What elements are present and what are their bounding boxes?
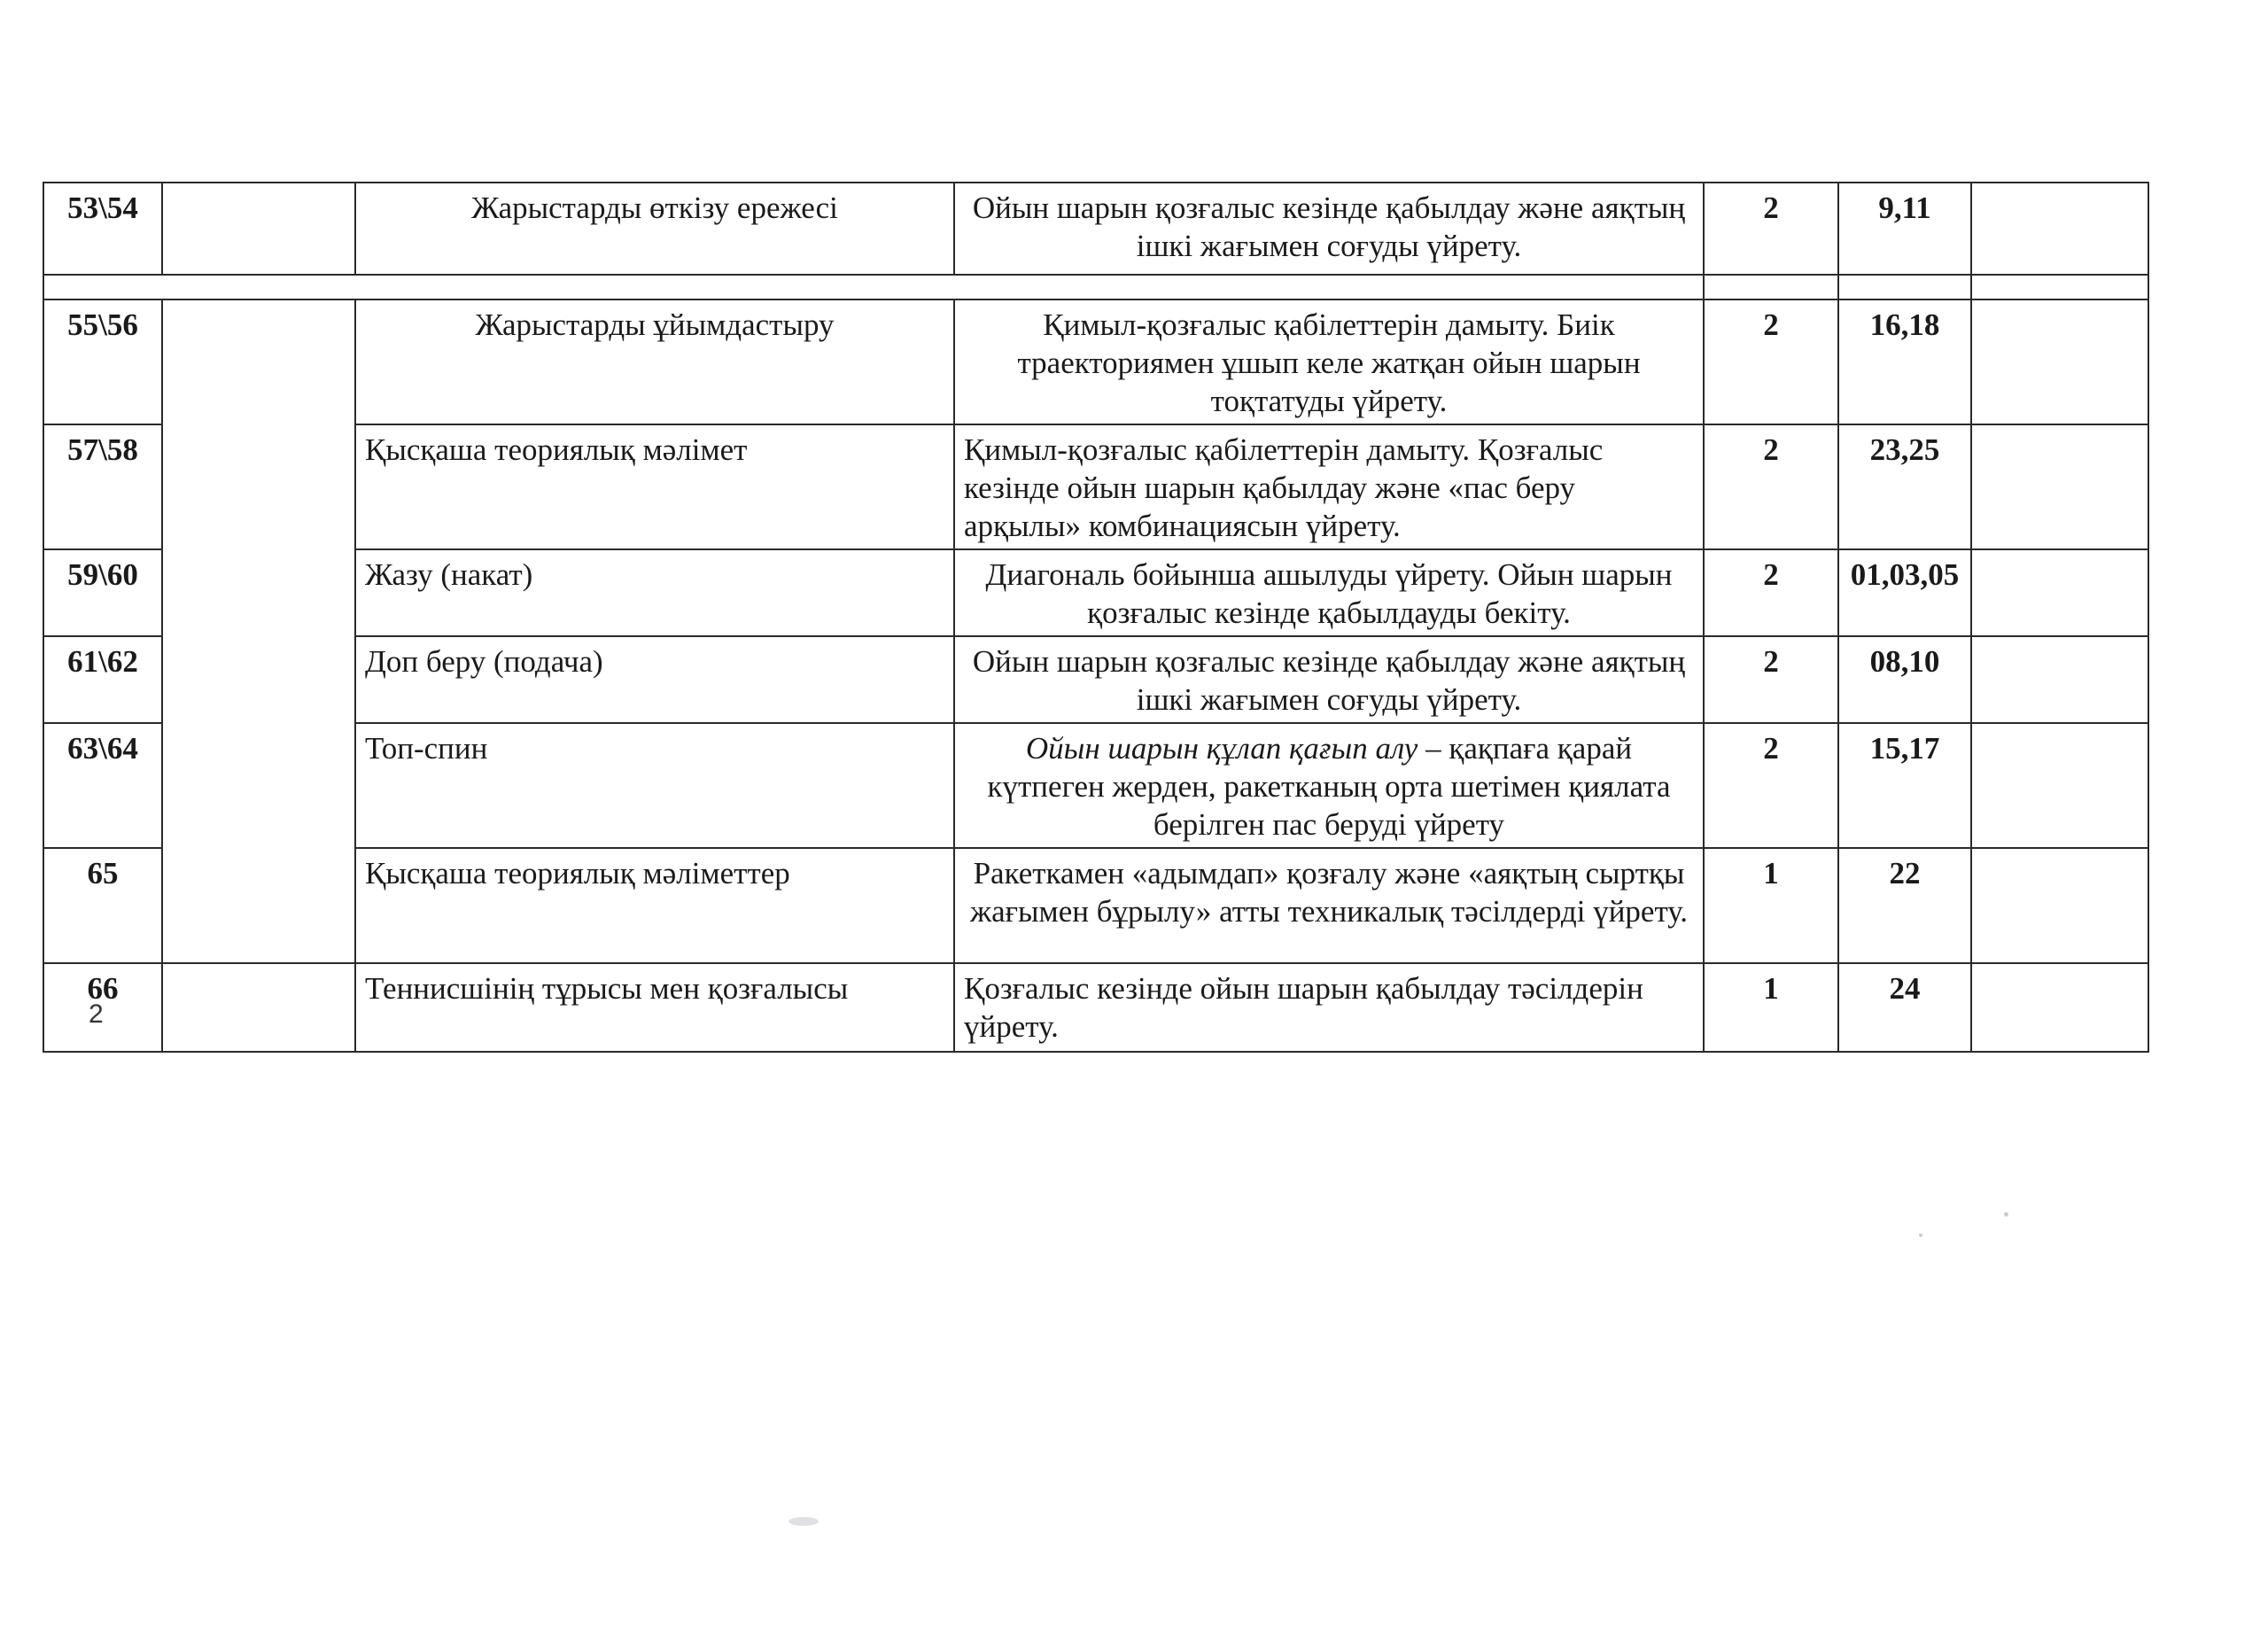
note-cell: [1971, 299, 2148, 424]
note-cell: [1971, 183, 2148, 275]
lesson-dates: 23,25: [1838, 424, 1971, 549]
lesson-dates: 22: [1838, 848, 1971, 963]
note-cell: [1971, 549, 2148, 636]
lesson-hours: 2: [1704, 723, 1838, 848]
spacer-cell: [1838, 275, 1971, 299]
note-cell: [1971, 636, 2148, 723]
table-row: [43, 183, 2148, 275]
lesson-topic: Қысқаша теориялық мәліметтер: [355, 848, 954, 963]
lesson-description: [954, 723, 1704, 848]
lesson-hours: 2: [1704, 183, 1838, 275]
lesson-hours: 2: [1704, 299, 1838, 424]
lesson-hours: 1: [1704, 963, 1838, 1052]
lesson-dates: 16,18: [1838, 299, 1971, 424]
scan-speck: [1919, 1233, 1922, 1237]
lesson-plan-table: [43, 182, 2149, 1053]
lesson-dates: 15,17: [1838, 723, 1971, 848]
page-number: 2: [89, 1000, 104, 1029]
lesson-topic: Теннисшінің тұрысы мен қозғалысы: [355, 963, 954, 1052]
lesson-description: Қимыл-қозғалыс қабілеттерін дамыту. Биік траекториямен ұшып келе жатқан ойын шарын тоқтатуды үйрету.: [954, 299, 1704, 424]
lesson-number: 63\64: [43, 723, 162, 848]
lesson-number: 59\60: [43, 549, 162, 636]
lesson-hours: 2: [1704, 636, 1838, 723]
lesson-number: 61\62: [43, 636, 162, 723]
lesson-hours: 1: [1704, 848, 1838, 963]
table-row: [43, 636, 2148, 723]
lesson-number: 57\58: [43, 424, 162, 549]
lesson-topic: Қысқаша теориялық мәлімет: [355, 424, 954, 549]
lesson-dates: 08,10: [1838, 636, 1971, 723]
spacer-cell: [43, 275, 1704, 299]
spacer-cell: [1704, 275, 1838, 299]
lesson-dates: 24: [1838, 963, 1971, 1052]
lesson-description: Ойын шарын қозғалыс кезінде қабылдау және аяқтың ішкі жағымен соғуды үйрету.: [954, 183, 1704, 275]
section-cell: [162, 299, 355, 963]
table-row: [43, 424, 2148, 549]
lesson-topic: Жазу (накат): [355, 549, 954, 636]
lesson-dates: 9,11: [1838, 183, 1971, 275]
lesson-description-italic: Ойын шарын құлап қағып алу: [1025, 731, 1418, 766]
lesson-description: Диагональ бойынша ашылуды үйрету. Ойын шарын қозғалыс кезінде қабылдауды бекіту.: [954, 549, 1704, 636]
section-cell: [162, 183, 355, 275]
scan-speck: [788, 1517, 819, 1526]
lesson-topic: Топ-спин: [355, 723, 954, 848]
table-row: [43, 299, 2148, 424]
lesson-description: Ракеткамен «адымдап» қозғалу және «аяқтың сыртқы жағымен бұрылу» атты техникалық тәсілдерді үйрету.: [954, 848, 1704, 963]
lesson-number: 66: [43, 963, 162, 1052]
spacer-row: [43, 275, 2148, 299]
note-cell: [1971, 424, 2148, 549]
table-row: [43, 549, 2148, 636]
table-row: [43, 848, 2148, 963]
lesson-topic: Жарыстарды ұйымдастыру: [355, 299, 954, 424]
table-row: [43, 963, 2148, 1052]
lesson-description: Қозғалыс кезінде ойын шарын қабылдау тәсілдерін үйрету.: [954, 963, 1704, 1052]
lesson-number: 65: [43, 848, 162, 963]
lesson-number: 53\54: [43, 183, 162, 275]
note-cell: [1971, 963, 2148, 1052]
scan-speck: [2004, 1212, 2008, 1217]
lesson-hours: 2: [1704, 549, 1838, 636]
lesson-description: Қимыл-қозғалыс қабілеттерін дамыту. Қозғалыс кезінде ойын шарын қабылдау және «пас беру арқылы» комбинациясын үйрету.: [954, 424, 1704, 549]
lesson-description: Ойын шарын қозғалыс кезінде қабылдау және аяқтың ішкі жағымен соғуды үйрету.: [954, 636, 1704, 723]
lesson-dates: 01,03,05: [1838, 549, 1971, 636]
note-cell: [1971, 848, 2148, 963]
note-cell: [1971, 723, 2148, 848]
lesson-description-rest: – қақпаға қарай күтпеген жерден, ракетканың орта шетімен қиялата берілген пас беруді үйрету: [987, 731, 1671, 842]
section-cell: [162, 963, 355, 1052]
lesson-topic: Жарыстарды өткізу ережесі: [355, 183, 954, 275]
table-row: [43, 723, 2148, 848]
lesson-topic: Доп беру (подача): [355, 636, 954, 723]
lesson-hours: 2: [1704, 424, 1838, 549]
lesson-number: 55\56: [43, 299, 162, 424]
spacer-cell: [1971, 275, 2148, 299]
